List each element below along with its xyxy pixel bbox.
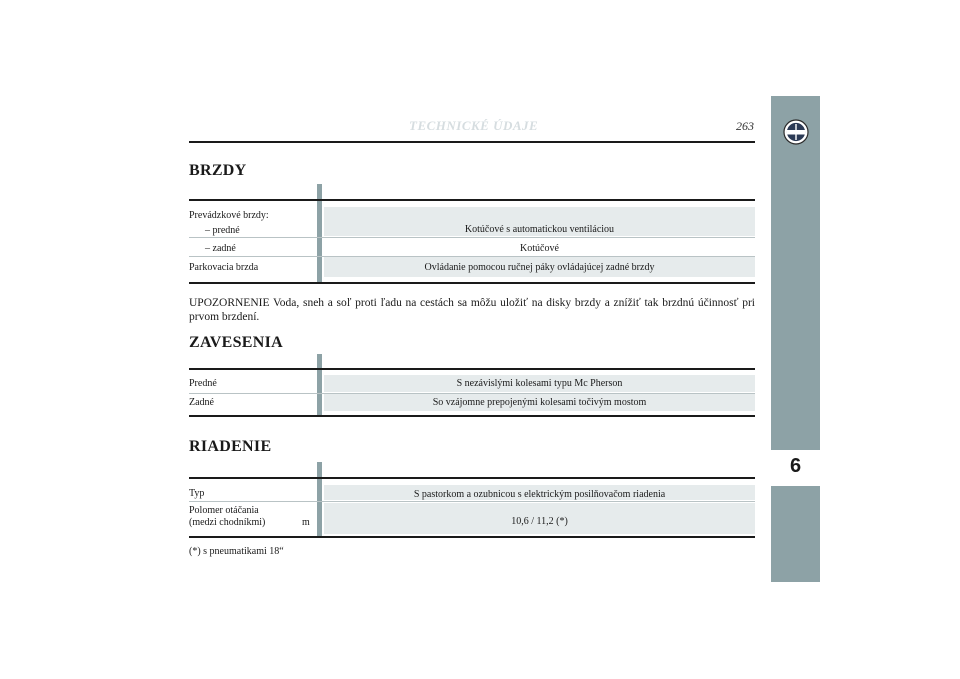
suspension-front-value: S nezávislými kolesami typu Mc Pherson xyxy=(456,378,623,389)
front-brakes-label: – predné xyxy=(205,225,240,236)
steering-column-divider xyxy=(317,462,322,538)
suspension-table-bottom-rule xyxy=(189,415,755,417)
turning-radius-value: 10,6 / 11,2 (*) xyxy=(511,516,568,527)
steering-title: RIADENIE xyxy=(189,438,272,455)
steering-table-top-rule xyxy=(189,477,755,479)
chapter-number: 6 xyxy=(789,455,802,477)
suspension-front-label: Predné xyxy=(189,378,217,389)
brakes-title: BRZDY xyxy=(189,162,247,179)
rear-brakes-label: – zadné xyxy=(205,243,236,254)
brakes-table-bottom-rule xyxy=(189,282,755,284)
suspension-title: ZAVESENIA xyxy=(189,334,283,351)
header-rule xyxy=(189,141,755,143)
suspension-rear-label: Zadné xyxy=(189,397,214,408)
service-brakes-label: Prevádzkové brzdy: xyxy=(189,210,269,221)
turning-radius-sublabel: (medzi chodníkmi) xyxy=(189,517,266,528)
front-brakes-value: Kotúčové s automatickou ventiláciou xyxy=(464,224,615,235)
brakes-row-divider xyxy=(189,256,755,257)
steering-type-value: S pastorkom a ozubnicou s elektrickým posilňovačom riadenia xyxy=(413,489,666,500)
brakes-row-divider xyxy=(189,237,755,238)
steering-table-bottom-rule xyxy=(189,536,755,538)
lancia-shield-icon xyxy=(783,119,809,145)
suspension-column-divider xyxy=(317,354,322,415)
steering-type-label: Typ xyxy=(189,488,205,499)
turning-radius-unit: m xyxy=(302,517,310,528)
steering-row-divider xyxy=(189,501,755,502)
chapter-side-tab xyxy=(771,96,820,582)
brakes-table-top-rule xyxy=(189,199,755,201)
turning-radius-label: Polomer otáčania xyxy=(189,505,259,516)
steering-footnote: (*) s pneumatikami 18“ xyxy=(189,546,284,557)
parking-brake-label: Parkovacia brzda xyxy=(189,262,259,273)
parking-brake-value: Ovládanie pomocou ručnej páky ovládajúcej zadné brzdy xyxy=(424,262,655,273)
brakes-warning-text: UPOZORNENIE Voda, sneh a soľ proti ľadu na cestách sa môžu uložiť na disky brzdy a znížiť tak brzdnú účinnosť pri prvom brzdení. xyxy=(189,297,755,323)
running-head: TECHNICKÉ ÚDAJE xyxy=(409,118,539,133)
suspension-row-divider xyxy=(189,393,755,394)
suspension-rear-value: So vzájomne prepojenými kolesami točivým mostom xyxy=(432,397,647,408)
suspension-table-top-rule xyxy=(189,368,755,370)
rear-brakes-value: Kotúčové xyxy=(520,243,559,254)
page-number: 263 xyxy=(736,119,754,133)
